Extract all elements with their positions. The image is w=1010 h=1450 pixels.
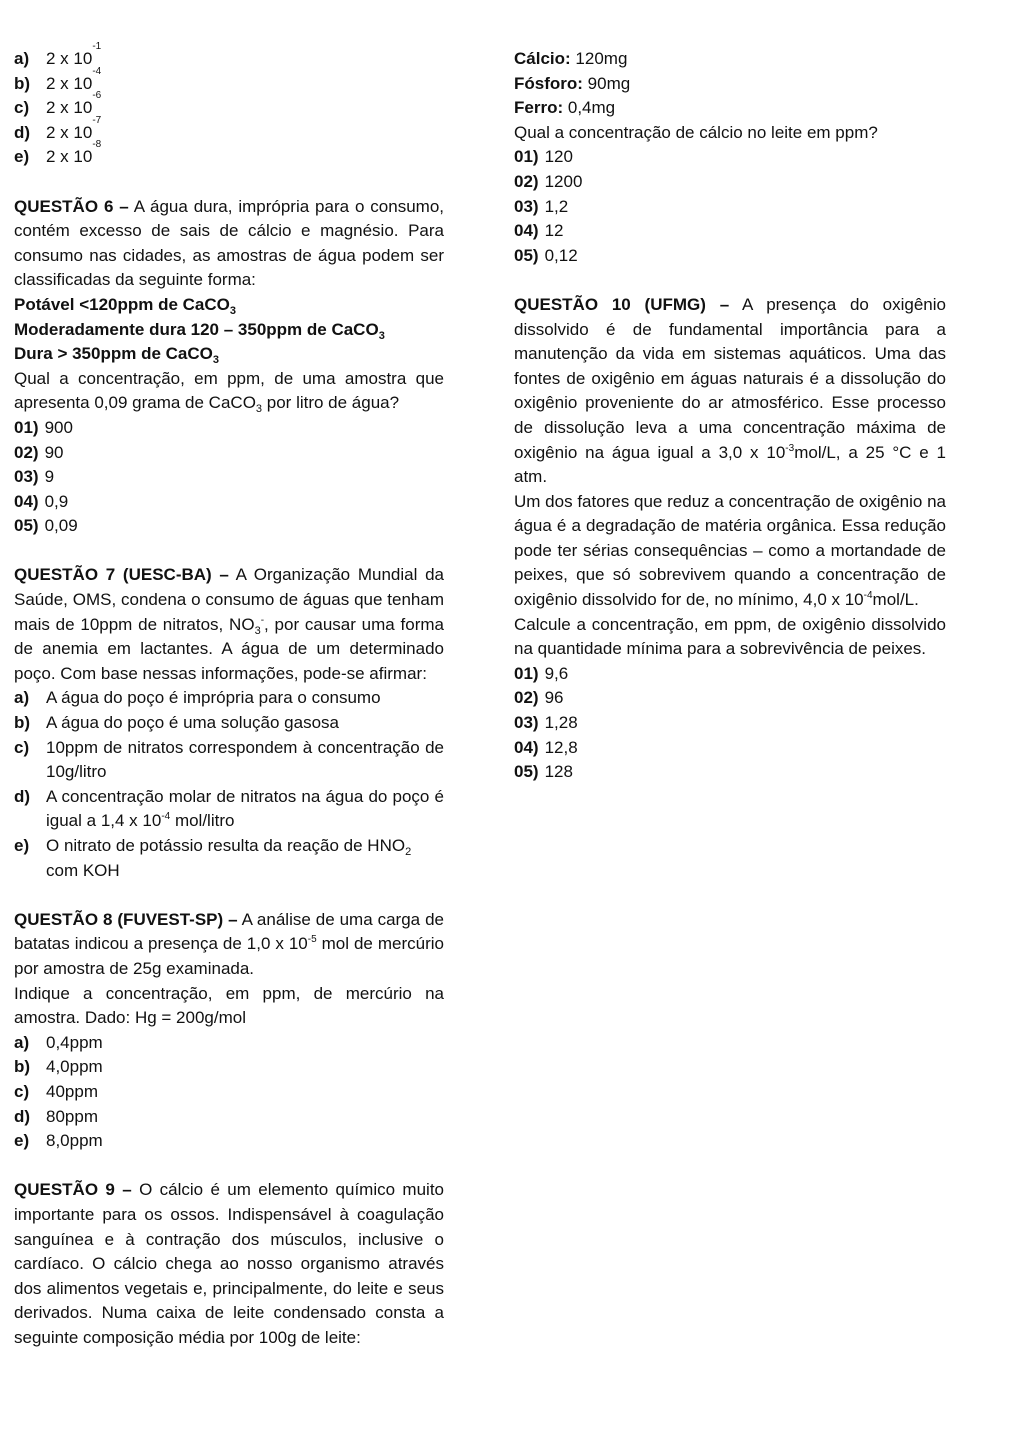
q6-options [14,416,444,539]
q5-option-b[interactable]: b) 2 x 10 -4 [14,65,102,93]
q6-class-potavel: Potável <120ppm de CaCO$_3$ [14,294,237,317]
q9-statement: QUESTÃO 9 – O cálcio é um elemento químico muito importante para os ossos. Indispensável à coagulação sanguínea e à contração dos músculos, inclusive o cardíaco. O cálcio chega ao nosso organismo através dos alimentos vegetais e, principalmente, do leite e seus derivados. Numa caixa de leite condensado consta a seguinte composição média por 100g de leite: [14,1180,444,1347]
question-9 [14,1178,444,1350]
q10-option-05[interactable]: 05) 128 [514,762,573,782]
q9-option-05[interactable]: 05) 0,12 [514,245,578,265]
q6-option-04[interactable]: 04) 0,9 [14,491,69,511]
q5-options [14,41,444,170]
q7-option-b[interactable]: b) A água do poço é uma solução gasosa [14,713,339,733]
question-10 [514,293,946,785]
q9-ferro: Ferro: 0,4mg [514,98,616,118]
q8-option-d[interactable]: d) 80ppm [14,1106,98,1126]
q6-class-moderada: Moderadamente dura 120 – 350ppm de CaCO$_3$ [14,319,385,342]
q6-option-05[interactable]: 05) 0,09 [14,516,78,536]
q10-option-04[interactable]: 04) 12,8 [514,737,578,757]
q7-option-d[interactable]: d) A concentração molar de nitratos na água do poço é igual a 1,4 x $10^{-4}$ mol/litro [14,786,444,831]
q10-intro: QUESTÃO 10 (UFMG) – A presença do oxigênio dissolvido é de fundamental importância para a manutenção da vida em sistemas aquáticos. Uma das fontes de oxigênio em águas naturais é a dissolução do oxigênio proveniente do ar atmosférico. Esse processo de dissolução leva a uma concentração máxima de oxigênio na água igual a 3,0 x $10^{-3}mol/L$, a 25 °C e 1 atm. [514,294,947,487]
q8-statement: QUESTÃO 8 (FUVEST-SP) – A análise de uma carga de batatas indicou a presença de 1,0 x $10^{-5}$ mol de mercúrio por amostra de 25g examinada. [14,909,444,978]
q6-option-03[interactable]: 03) 9 [14,467,55,487]
q8-question: Indique a concentração, em ppm, de mercúrio na amostra. Dado: Hg = 200g/mol [14,983,444,1028]
q6-option-02[interactable]: 02) 90 [14,442,64,462]
q10-paragraph-2: Um dos fatores que reduz a concentração de oxigênio na água é a degradação de matéria orgânica. Essa redução pode ter sérias consequências – como a mortandade de peixes, que só sobrevivem quando a concentração de oxigênio dissolvido for de, no mínimo, 4,0 x $10^{-4}mol/L$. [514,491,946,610]
q8-option-b[interactable]: b) 4,0ppm [14,1057,103,1077]
q6-intro: QUESTÃO 6 – A água dura, imprópria para o consumo, contém excesso de sais de cálcio e magnésio. Para consumo nas cidades, as amostras de água podem ser classificadas da seguinte forma: [14,196,445,290]
q6-question: Qual a concentração, em ppm, de uma amostra que apresenta 0,09 grama de CaCO$_3$ por litro de água? [14,368,444,416]
right-column [514,47,946,785]
q7-option-c[interactable]: c) 10ppm de nitratos correspondem à concentração de 10g/litro [14,737,444,782]
q5-option-a[interactable]: a) 2 x 10 -1 [14,41,102,68]
q7-option-e[interactable]: e) O nitrato de potássio resulta da reação de $HNO_2$ com KOH [14,836,412,880]
q5-option-c[interactable]: c) 2 x 10 -6 [14,90,102,118]
left-column [14,41,445,1350]
q8-option-a[interactable]: a) 0,4ppm [14,1032,103,1052]
question-6 [14,195,444,539]
q9-fosforo: Fósforo: 90mg [514,73,631,93]
q10-option-02[interactable]: 02) 96 [514,688,564,708]
q9-question: Qual a concentração de cálcio no leite em ppm? [514,122,878,142]
q7-option-a[interactable]: a) A água do poço é imprópria para o consumo [14,688,381,708]
q9-option-03[interactable]: 03) 1,2 [514,196,569,216]
q6-option-01[interactable]: 01) 900 [14,417,73,437]
question-8 [14,908,444,1154]
q5-option-d[interactable]: d) 2 x 10 -7 [14,114,102,142]
question-7 [14,563,444,883]
q9-option-02[interactable]: 02) 1200 [514,171,583,191]
q9-option-04[interactable]: 04) 12 [514,221,564,241]
q10-option-03[interactable]: 03) 1,28 [514,713,578,733]
q7-statement: QUESTÃO 7 (UESC-BA) – A Organização Mundial da Saúde, OMS, condena o consumo de águas que tenham mais de 10ppm de nitratos, $NO_3^-$, por causar uma forma de anemia em lactantes. A água de um determinado poço. Com base nessas informações, pode-se afirmar: [14,565,444,683]
q9-options [514,145,946,268]
q10-option-01[interactable]: 01) 9,6 [514,663,569,683]
q9-option-01[interactable]: 01) 120 [514,147,573,167]
q9-composition [514,47,946,121]
q8-option-e[interactable]: e) 8,0ppm [14,1131,103,1151]
q5-option-e[interactable]: e) 2 x 10 -8 [14,139,102,167]
q10-options [514,662,946,785]
q9-calcio: Cálcio: 120mg [514,49,628,68]
q8-option-c[interactable]: c) 40ppm [14,1081,98,1101]
q6-class-dura: Dura > 350ppm de CaCO$_3$ [14,344,219,367]
q10-question: Calcule a concentração, em ppm, de oxigênio dissolvido na quantidade mínima para a sobrevivência de peixes. [514,614,946,659]
